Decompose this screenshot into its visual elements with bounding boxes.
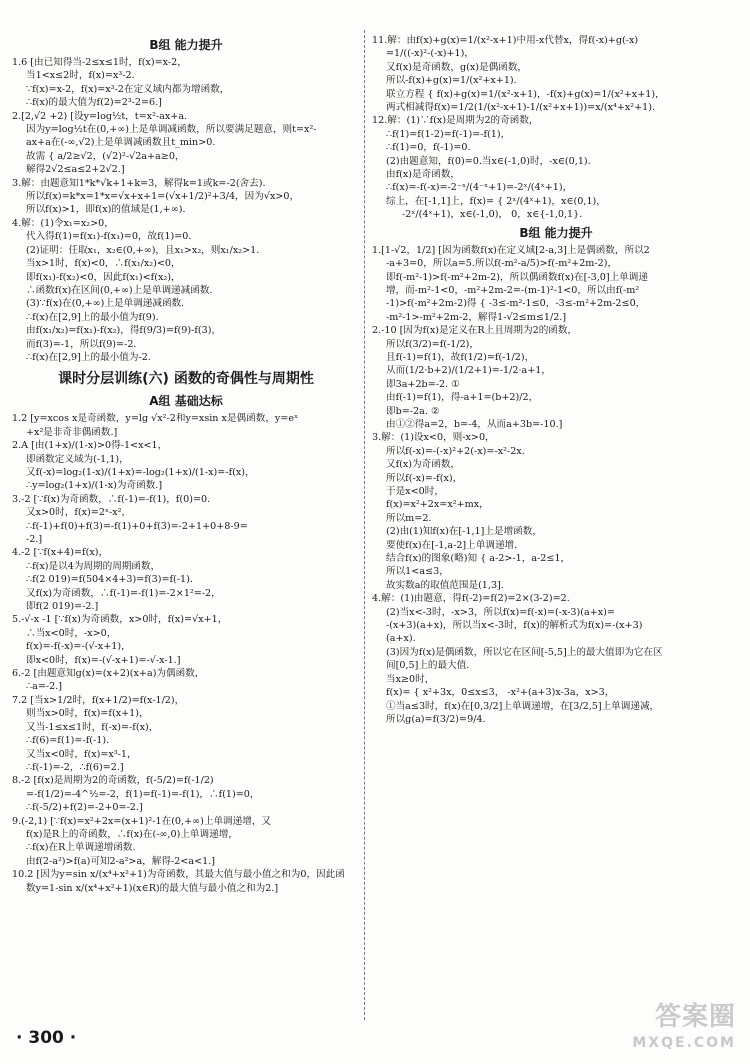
answer-line: ∴f(2 019)=f(504×4+3)=f(3)=f(-1). xyxy=(26,574,193,586)
answer-line: 间[0,5]上的最大值. xyxy=(386,660,470,672)
answer-line: (a+x). xyxy=(386,633,416,645)
answer-line: 由f(x)是奇函数， xyxy=(386,169,461,181)
heading-group-a: A组 基础达标 xyxy=(149,394,223,409)
answer-line: 故需 { a/2≥√2，(√2)²-√2a+a≥0， xyxy=(26,150,185,162)
answer-line: 代入得f(1)=f(x₁)-f(x₁)=0，故f(1)=0. xyxy=(26,231,192,243)
section-heading: 课时分层训练(六) 函数的奇偶性与周期性 xyxy=(58,371,314,388)
answer-line: 即函数定义域为(-1,1)， xyxy=(26,453,129,465)
answer-line: 所以m=2. xyxy=(386,512,432,524)
answer-line: 5.-√-x -1 [∵f(x)为奇函数，x>0时，f(x)=√x+1， xyxy=(12,614,228,626)
answer-line: 所以f(-x)=-f(x)， xyxy=(386,472,463,484)
answer-line: ∴f(x)在[2,9]上的最小值为-2. xyxy=(26,351,151,363)
left-column xyxy=(12,34,360,895)
answer-line: +x²是非奇非偶函数.] xyxy=(26,426,118,438)
answer-line: =-f(1/2)=-4^½=-2，f(1)=f(-1)=-f(1)，∴f(1)=0， xyxy=(26,788,260,800)
answer-line: 即3a+2b=-2. ① xyxy=(386,378,460,390)
answer-line: 4.-2 [∵f(x+4)=f(x)， xyxy=(12,547,109,559)
answer-line: 由f(x₁/x₂)=f(x₁)-f(x₂)，得f(9/3)=f(9)-f(3)， xyxy=(26,325,222,337)
answer-line: 从而(1/2·b+2)/(1/2+1)=-1/2·a+1， xyxy=(386,365,551,377)
answer-line: ∴f(x)是以4为周期的周期函数， xyxy=(26,560,161,572)
answer-line: 所以g(a)=f(3/2)=9/4. xyxy=(386,713,486,725)
answer-line: -2.] xyxy=(26,534,43,545)
answer-line: -2ˣ/(4ˣ+1)，x∈(-1,0)， 0，x∈{-1,0,1}. xyxy=(402,209,583,221)
column-divider xyxy=(364,30,365,1020)
answer-line: 又当-1≤x≤1时，f(-x)=-f(x)， xyxy=(26,721,159,733)
answer-line: 解得2√2≤a≤2+2√2.] xyxy=(26,164,125,176)
answer-line: 4.解：(1)令x₁=x₂>0， xyxy=(12,217,114,229)
answer-line: 又当x<0时，f(x)=x³-1， xyxy=(26,748,137,760)
answer-line: 当x≥0时， xyxy=(386,673,435,685)
watermark-logo xyxy=(632,1004,736,1056)
answer-line: 8.-2 [f(x)是周期为2的奇函数，f(-5/2)=f(-1/2) xyxy=(12,775,214,787)
answer-line: ∴f(6)=f(1)=-f(-1). xyxy=(26,735,110,747)
answer-line: 即b=-2a. ② xyxy=(386,405,440,417)
answer-line: 综上，在[-1,1]上，f(x)= { 2ˣ/(4ˣ+1)，x∈(0,1)， xyxy=(386,195,606,207)
answer-line: f(x)=-f(-x)=-(√-x+1)， xyxy=(26,641,131,653)
right-answers-part2 xyxy=(372,244,740,727)
heading-group-b-right: B组 能力提升 xyxy=(519,225,593,240)
answer-line: 4.解：(1)由题意，得f(-2)=f(2)=2×(3-2)=2. xyxy=(372,593,570,605)
answer-line: 当x>1时，f(x)<0，∴f(x₁/x₂)<0， xyxy=(26,258,181,270)
left-answers-part2 xyxy=(12,412,360,895)
answer-line: ∴a=-2.] xyxy=(26,681,62,693)
heading-group-b-left: B组 能力提升 xyxy=(149,38,223,52)
answer-line: ∴f(x)的最大值为f(2)=2³-2=6.] xyxy=(26,97,162,109)
answer-line: ∴函数f(x)在区间(0,+∞)上是单调递减函数. xyxy=(26,284,213,296)
answer-line: 数y=1-sin x/(x⁴+x²+1)(x∈R)的最大值与最小值之和为2.] xyxy=(26,882,279,894)
watermark-url: MXQE.COM xyxy=(632,1035,736,1051)
answer-line: 两式相减得f(x)=1/2(1/(x²-x+1)-1/(x²+x+1))=x/(x⁴+x²+1). xyxy=(386,102,656,114)
answer-line: 3.-2 [∵f(x)为奇函数，∴f(-1)=-f(1)，f(0)=0. xyxy=(12,493,211,505)
answer-line: 12.解：(1)∵f(x)是周期为2的奇函数， xyxy=(372,115,539,127)
answer-line: 结合f(x)的图象(略)知 { a-2>-1，a-2≤1， xyxy=(386,553,571,565)
answer-line: ∴f(-1)+f(0)+f(3)=-f(1)+0+f(3)=-2+1+0+8-9= xyxy=(26,520,248,532)
answer-line: 2.A [由(1+x)/(1-x)>0得-1<x<1， xyxy=(12,440,168,452)
answer-line: 且f(-1)=f(1)，故f(1/2)=f(-1/2)， xyxy=(386,351,535,363)
answer-line: 3.解：由题意知1*k*√k+1+k=3，解得k=1或k=-2(舍去). xyxy=(12,177,266,189)
answer-line: ∴f(x)=-f(-x)=-2⁻ˣ/(4⁻ˣ+1)=-2ˣ/(4ˣ+1)， xyxy=(386,182,573,194)
answer-line: ∵f(x)=x-2，f(x)=x³-2在定义域内都为增函数， xyxy=(26,83,230,95)
answer-line: ∴y=log₂(1+x)/(1-x)为奇函数.] xyxy=(26,480,163,492)
answer-line: 1.2 [y=xcos x是奇函数，y=lg √x²-2和y=xsin x是偶函数，y=eˣ xyxy=(12,413,299,425)
answer-line: (3)因为f(x)是偶函数，所以它在区间[-5,5]上的最大值即为它在区 xyxy=(386,646,663,658)
answer-line: 因为y=log½t在(0,+∞)上是单调减函数，所以要满足题意，则t=x²- xyxy=(26,124,317,136)
answer-line: 由f(2-a²)>f(a)可知2-a²>a，解得-2<a<1.] xyxy=(26,855,216,867)
right-column xyxy=(372,34,740,726)
answer-line: -(x+3)(a+x)，所以当x<-3时，f(x)的解析式为f(x)=-(x+3) xyxy=(386,620,643,632)
answer-line: 当1<x≤2时，f(x)=x³-2. xyxy=(26,70,135,82)
answer-line: 又x>0时，f(x)=2ˣ-x²， xyxy=(26,507,132,519)
answer-line: 又f(x)是奇函数，g(x)是偶函数， xyxy=(386,61,528,73)
answer-line: 又f(-x)=log₂(1-x)/(1+x)=-log₂(1+x)/(1-x)=-f(x)， xyxy=(26,466,255,478)
answer-line: ∴当x<0时，-x>0， xyxy=(26,627,117,639)
answer-line: (2)由题意知，f(0)=0.当x∈(-1,0)时，-x∈(0,1). xyxy=(386,155,591,167)
watermark-text: 答案圈 xyxy=(654,1002,736,1032)
answer-line: ∴f(x)在R上单调递增函数. xyxy=(26,842,136,854)
answer-line: ∴f(1)=0，f(-1)=0. xyxy=(386,142,471,154)
answer-line: (2)证明：任取x₁，x₂∈(0,+∞)，且x₁>x₂，则x₁/x₂>1. xyxy=(26,244,260,256)
answer-line: 联立方程 { f(x)+g(x)=1/(x²-x+1)，-f(x)+g(x)=1/(x²+x+1)， xyxy=(386,88,665,100)
answer-line: 又f(x)为奇函数， xyxy=(386,459,461,471)
answer-line: 即f(x₁)-f(x₂)<0，因此f(x₁)<f(x₂)， xyxy=(26,271,181,283)
answer-line: 1.[1-√2，1/2] [因为函数f(x)在定义域[2-a,3]上是偶函数，所以2 xyxy=(372,244,650,256)
answer-line: ∴f(x)在[2,9]上的最小值为f(9). xyxy=(26,311,159,323)
answer-line: 11.解：由f(x)+g(x)=1/(x²-x+1)中用-x代替x，得f(-x)+g(-x) xyxy=(372,35,639,46)
answer-line: 2.-10 [因为f(x)是定义在R上且周期为2的函数， xyxy=(372,325,578,337)
right-answers-part1 xyxy=(372,34,740,222)
answer-line: 1.6 [由已知得当-2≤x≤1时，f(x)=x-2， xyxy=(12,57,187,68)
answer-line: 所以f(x)>1，即f(x)的值域是(1,+∞). xyxy=(26,204,186,216)
answer-line: 由f(-1)=f(1)，得-a+1=(b+2)/2， xyxy=(386,392,539,404)
answer-line: 则当x>0时，f(x)=f(x+1)， xyxy=(26,708,149,720)
answer-line: ①当a≤3时，f(x)在[0,3/2]上单调递增，在[3/2,5]上单调递减， xyxy=(386,700,660,712)
answer-line: 6.-2 [由题意知g(x)=(x+2)(x+a)为偶函数， xyxy=(12,668,205,680)
answer-line: 又f(x)为奇函数，∴f(-1)=-f(1)=-2×1²=-2， xyxy=(26,587,221,599)
answer-line: -1)>f(-m²+2m-2)得 { -3≤-m²-1≤0，-3≤-m²+2m-2≤0， xyxy=(386,298,646,310)
answer-line: 2.[2,√2 +2) [设y=log½t，t=x²-ax+a. xyxy=(12,110,188,122)
answer-line: -a+3=0，所以a=5.所以f(-m²-a/5)>f(-m²+2m-2)， xyxy=(386,258,618,270)
answer-line: f(x)= { x²+3x，0≤x≤3， -x²+(a+3)x-3a，x>3， xyxy=(386,687,615,699)
answer-line: 所以f(x)=k*x=1*x=√x+x+1=(√x+1/2)²+3/4，因为√x>0， xyxy=(26,191,300,203)
answer-line: 10.2 [因为y=sin x/(x⁴+x²+1)为奇函数，其最大值与最小值之和为0，因此函 xyxy=(12,869,345,881)
answer-line: 即f(-m²-1)>f(-m²+2m-2)，所以偶函数f(x)在[-3,0]上单调递 xyxy=(386,271,648,283)
answer-line: 由①②得a=2，b=-4，从而a+3b=-10.] xyxy=(386,418,563,430)
answer-line: f(x)是R上的奇函数，∴f(x)在(-∞,0)上单调递增， xyxy=(26,828,238,840)
answer-line: f(x)=x²+2x=x²+mx， xyxy=(386,499,489,511)
answer-line: 所以1<a≤3， xyxy=(386,566,449,578)
answer-line: 即x<0时，f(x)=-(√-x+1)=-√-x-1.] xyxy=(26,654,181,666)
answer-line: 所以-f(x)+g(x)=1/(x²+x+1). xyxy=(386,75,517,87)
answer-line: 所以f(-x)=-(-x)²+2(-x)=-x²-2x. xyxy=(386,445,525,457)
answer-line: 增，而-m²-1<0，-m²+2m-2=-(m-1)²-1<0，所以由f(-m² xyxy=(386,284,640,296)
answer-line: 9.(-2,1) [∵f(x)=x²+2x=(x+1)²-1在(0,+∞)上单调递增，又 xyxy=(12,815,272,827)
answer-line: 3.解：(1)设x<0，则-x>0， xyxy=(372,432,495,444)
answer-line: 要使f(x)在[-1,a-2]上单调递增. xyxy=(386,539,518,551)
answer-line: (2)由(1)知f(x)在[-1,1]上是增函数， xyxy=(386,526,542,538)
page-number: · 300 · xyxy=(16,1028,77,1048)
answer-line: 所以f(3/2)=f(-1/2)， xyxy=(386,338,480,350)
answer-line: (3)∵f(x)在(0,+∞)上是单调递减函数. xyxy=(26,298,185,310)
answer-line: -m²-1>-m²+2m-2，解得1-√2≤m≤1/2.] xyxy=(386,311,567,323)
answer-line: ∴f(-5/2)+f(2)=-2+0=-2.] xyxy=(26,802,143,814)
answer-line: =1/((-x)²-(-x)+1)， xyxy=(386,48,474,60)
answer-line: 而f(3)=-1，所以f(9)=-2. xyxy=(26,338,137,350)
answer-line: ∴f(-1)=-2，∴f(6)=2.] xyxy=(26,761,124,773)
left-answers-part1 xyxy=(12,56,360,364)
answer-line: 于是x<0时， xyxy=(386,486,444,497)
answer-line: ax+a在(-∞,√2)上是单调减函数且t_min>0. xyxy=(26,137,216,149)
answer-line: 7.2 [当x>1/2时，f(x+1/2)=f(x-1/2)， xyxy=(12,694,185,706)
answer-line: (2)当x<-3时，-x>3，所以f(x)=f(-x)=(-x-3)(a+x)= xyxy=(386,606,615,618)
answer-line: 故实数a的取值范围是(1,3]. xyxy=(386,579,504,591)
answer-line: ∴f(1)=f(1-2)=f(-1)=-f(1)， xyxy=(386,128,511,140)
answer-line: 即f(2 019)=-2.] xyxy=(26,601,99,613)
